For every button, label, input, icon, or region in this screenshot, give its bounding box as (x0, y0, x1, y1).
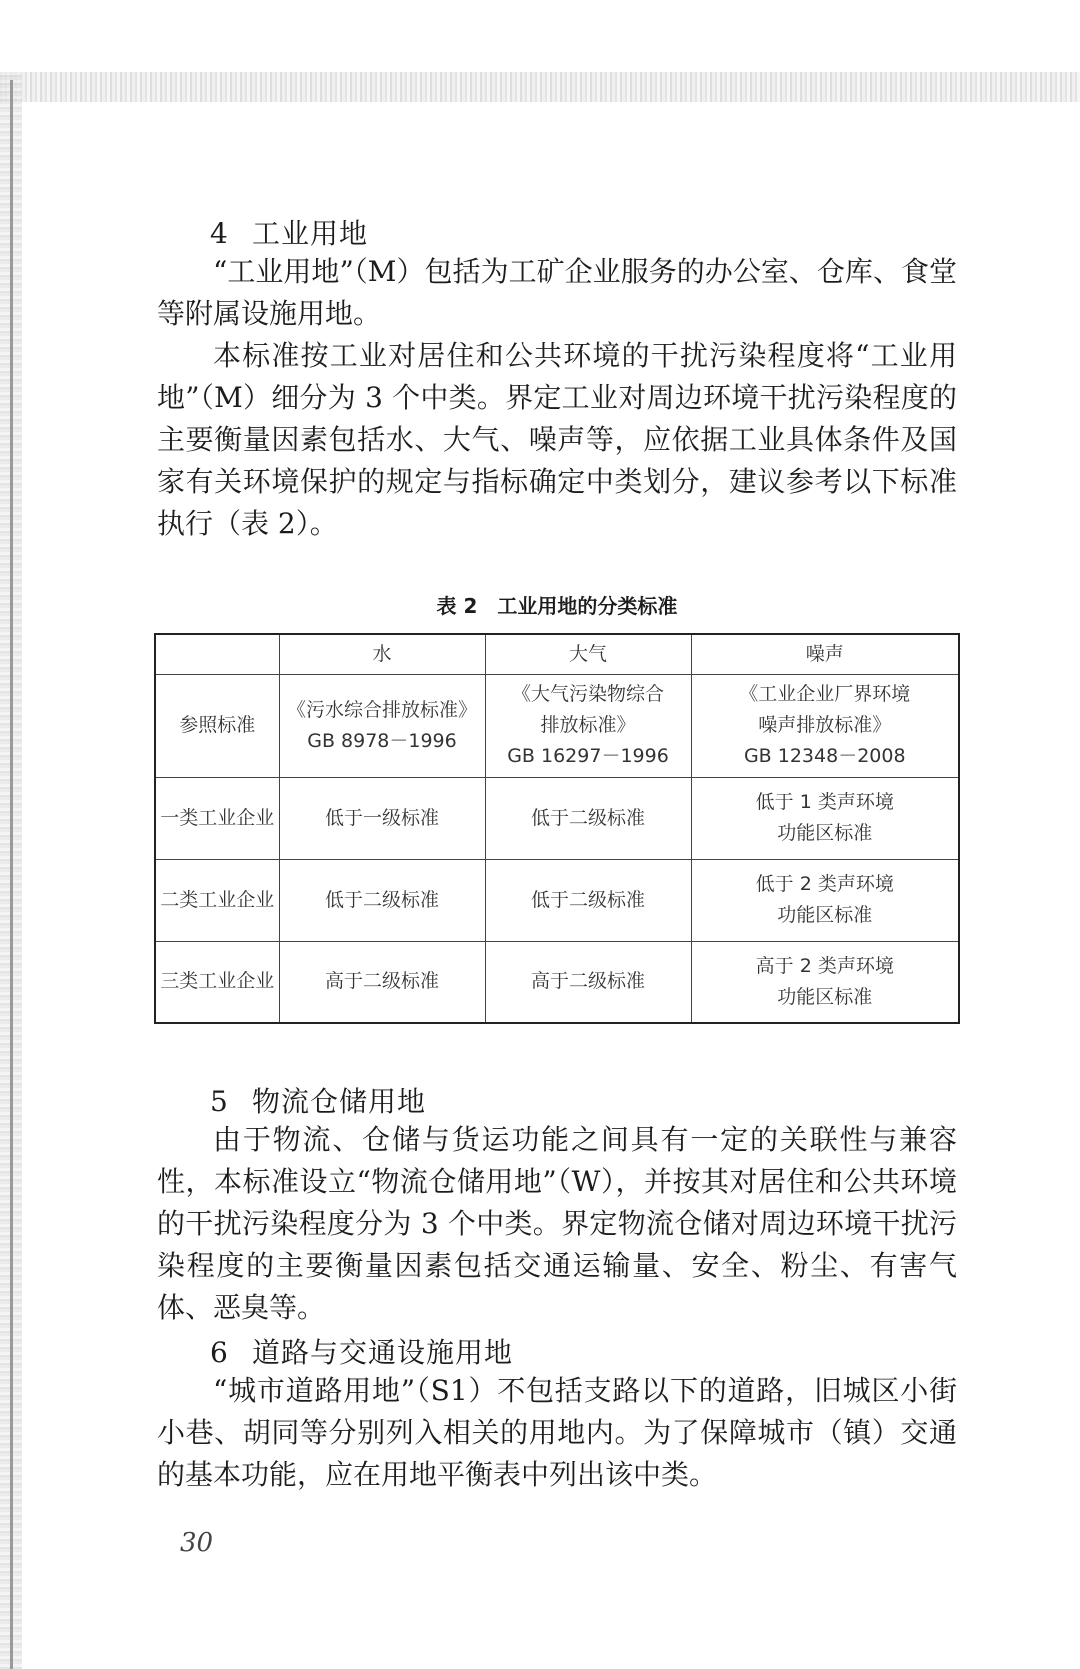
section-4-title: 工业用地 (252, 217, 369, 250)
section-4-number: 4 (210, 217, 229, 250)
cell-water (279, 674, 485, 777)
cell-water (279, 859, 485, 941)
table-row (155, 941, 959, 1023)
cell-line: 低于二级标准 (324, 888, 439, 911)
cell-line: 高于二级标准 (530, 970, 645, 993)
cell-line: 低于一级标准 (324, 806, 439, 829)
section-6-heading (210, 1331, 513, 1371)
row-label: 二类工业企业 (155, 859, 279, 941)
cell-line: 功能区标准 (777, 904, 873, 926)
section-6-title: 道路与交通设施用地 (252, 1336, 514, 1369)
page-number: 30 (180, 1528, 214, 1558)
cell-air (485, 941, 691, 1023)
cell-line: 高于二级标准 (324, 970, 439, 993)
cell-line: 功能区标准 (777, 822, 873, 844)
cell-line: 《大气污染物综合 (511, 683, 664, 705)
header-cell-noise: 噪声 (691, 634, 959, 674)
row-label: 三类工业企业 (155, 941, 279, 1023)
cell-line: 低于 1 类声环境 (755, 791, 894, 813)
cell-line: 排放标准》 (540, 714, 636, 736)
section-4-heading (210, 212, 368, 252)
cell-air (485, 859, 691, 941)
cell-noise (691, 674, 959, 777)
section-4-paragraph-2: 本标准按工业对居住和公共环境的干扰污染程度将“工业用地”（M）细分为 3 个中类。界定工业对周边环境干扰污染程度的主要衡量因素包括水、大气、噪声等，应依据工业具体条件及国家有关环境保护的规定与指标确定中类划分，建议参考以下标准执行（表 2）。 (157, 339, 957, 540)
section-6-number: 6 (210, 1336, 229, 1369)
scan-shadow-top (0, 72, 1080, 102)
table-caption: 表 2 工业用地的分类标准 (436, 594, 678, 618)
section-5-paragraph-1: 由于物流、仓储与货运功能之间具有一定的关联性与兼容性，本标准设立“物流仓储用地”（W），并按其对居住和公共环境的干扰污染程度分为 3 个中类。界定物流仓储对周边环境干扰污染程度的主要衡量因素包括交通运输量、安全、粉尘、有害气体、恶臭等。 (157, 1123, 957, 1324)
cell-line: 《工业企业厂界环境 (739, 683, 911, 705)
header-cell-water: 水 (279, 634, 485, 674)
table-header-row (155, 634, 959, 674)
cell-noise (691, 859, 959, 941)
header-cell-air: 大气 (485, 634, 691, 674)
cell-line: GB 16297－1996 (507, 745, 669, 767)
cell-line: 噪声排放标准》 (758, 714, 892, 736)
cell-line: 低于二级标准 (530, 888, 645, 911)
cell-line: 高于 2 类声环境 (755, 954, 894, 977)
cell-noise (691, 777, 959, 859)
cell-line: 低于二级标准 (530, 806, 645, 829)
table-row (155, 674, 959, 777)
cell-air (485, 777, 691, 859)
cell-line: GB 12348－2008 (743, 745, 906, 767)
cell-air (485, 674, 691, 777)
section-5-title: 物流仓储用地 (252, 1085, 427, 1118)
cell-noise (691, 941, 959, 1023)
section-5-heading (210, 1080, 426, 1120)
cell-line: 《污水综合排放标准》 (286, 698, 477, 721)
cell-line: 低于 2 类声环境 (755, 873, 894, 895)
cell-line: GB 8978－1996 (307, 729, 457, 752)
section-4-paragraph-1: “工业用地”（M）包括为工矿企业服务的办公室、仓库、食堂等附属设施用地。 (157, 255, 957, 330)
table-row (155, 777, 959, 859)
cell-water (279, 777, 485, 859)
page-edge (10, 80, 13, 1669)
row-label: 一类工业企业 (155, 777, 279, 859)
row-label: 参照标准 (155, 674, 279, 777)
header-cell-empty (155, 634, 279, 674)
cell-water (279, 941, 485, 1023)
classification-table (154, 633, 960, 1024)
cell-line: 功能区标准 (777, 985, 873, 1008)
table-row (155, 859, 959, 941)
section-6-paragraph-1: “城市道路用地”（S1）不包括支路以下的道路，旧城区小街小巷、胡同等分别列入相关的用地内。为了保障城市（镇）交通的基本功能，应在用地平衡表中列出该中类。 (157, 1374, 957, 1491)
section-5-number: 5 (210, 1085, 229, 1118)
